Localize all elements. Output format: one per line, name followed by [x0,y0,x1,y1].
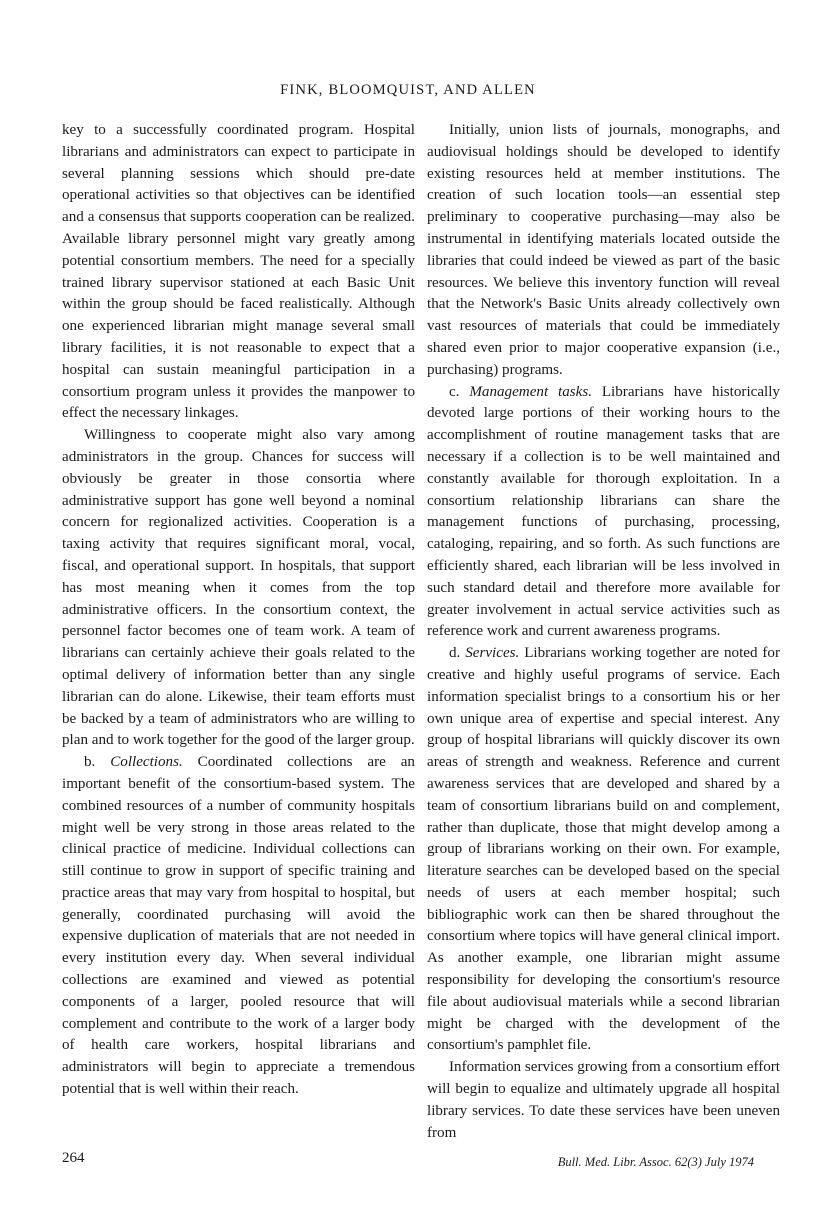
section-letter-d: d. [449,645,461,662]
section-heading-collections: Collections. [110,754,183,771]
left-column [62,120,415,1101]
journal-citation [558,1155,754,1170]
management-body: Librarians have historically devoted large portions of their working hours to the accomplishment of routine management tasks that are necessary if a collection is to be well maintained and constantly available for thorough exploitation. In a consortium relationship librarians can share the management functions of purchasing, processing, cataloging, repairing, and so forth. As such functions are efficiently shared, each librarian will be less involved in such standard detail and therefore more available for greater involvement in actual service activities such as reference work and current awareness programs. [427,383,780,640]
section-letter-c: c. [449,383,460,400]
paragraph-services [427,643,780,1057]
section-letter-b: b. [84,754,96,771]
paragraph-personnel-continued: key to a successfully coordinated program. Hospital librarians and administrators can expect to participate in several planning sessions which should pre-date operational activities so that objectives can be identified and a consensus that supports cooperation can be realized. Available library personnel might vary greatly among potential consortium members. The need for a specially trained library supervisor stationed at each Basic Unit within the group should be faced realistically. Although one experienced librarian might manage several small library facilities, it is not reasonable to expect that a hospital can sustain meaningful participation in a consortium program unless it provides the manpower to effect the necessary linkages. [62,122,415,422]
paragraph-union-lists: Initially, union lists of journals, monographs, and audiovisual holdings should be developed to identify existing resources held at member institutions. The creation of such location tools—an essential step preliminary to cooperative purchasing—may also be instrumental in identifying materials located outside the libraries that could indeed be viewed as part of the basic resources. We believe this inventory function will reveal that the Network's Basic Units already collectively own vast resources of materials that could be immediately shared even prior to major cooperative expansion (i.e., purchasing) programs. [427,122,780,378]
journal-issue: 62(3) July 1974 [674,1155,754,1169]
right-column [427,120,780,1144]
section-heading-services: Services. [465,645,520,662]
page-number: 264 [62,1150,85,1166]
paragraph-information-services: Information services growing from a consortium effort will begin to equalize and ultimately upgrade all hospital library services. To date these services have been uneven from [427,1059,780,1141]
running-head: FINK, BLOOMQUIST, AND ALLEN [280,82,536,98]
section-heading-management: Management tasks. [469,383,592,400]
journal-name: Bull. Med. Libr. Assoc. [557,1155,672,1169]
services-body: Librarians working together are noted for creative and highly useful programs of service. Each information specialist brings to a consortium his or her own unique area of expertise and special interest. Any group of hospital librarians will quickly discover its own areas of strength and weakness. Reference and current awareness services that are developed and shared by a team of consortium librarians build on and complement, rather than duplicate, those that might develop among a group of librarians working on their own. For example, literature searches can be developed based on the special needs of users at each member hospital; such bibliographic work can then be shared throughout the consortium where topics will have general clinical import. As another example, one librarian might assume responsibility for developing the consortium's resource file about audiovisual materials while a second librarian might be charged with the development of the consortium's pamphlet file. [427,645,781,1054]
paragraph-willingness: Willingness to cooperate might also vary among administrators in the group. Chances for success will obviously be greater in those consortia where administrative support has gone well beyond a nominal concern for regionalized activities. Cooperation is a taxing activity that requires significant moral, vocal, fiscal, and operational support. In hospitals, that support has most meaning when it comes from the top administrative officers. In the consortium context, the personnel factor becomes one of team work. A team of librarians can certainly achieve their goals related to the optimal delivery of information better than any single librarian can do alone. Likewise, their team efforts must be backed by a team of administrators who are willing to plan and to work together for the good of the larger group. [62,427,415,749]
collections-body: Coordinated collections are an important benefit of the consortium-based system. The combined resources of a number of community hospitals might well be very strong in those areas related to the clinical practice of medicine. Individual collections can still continue to grow in support of specific training and practice areas that may vary from hospital to hospital, but generally, coordinated purchasing will avoid the expensive duplication of materials that are not needed in every institution every day. When several individual collections are examined and viewed as potential components of a larger, pooled resource that will complement and contribute to the work of a larger body of health care workers, hospital librarians and administrators will begin to appreciate a tremendous potential that is well within their reach. [62,754,415,1098]
paragraph-management-tasks [427,382,780,644]
paragraph-collections [62,752,415,1101]
